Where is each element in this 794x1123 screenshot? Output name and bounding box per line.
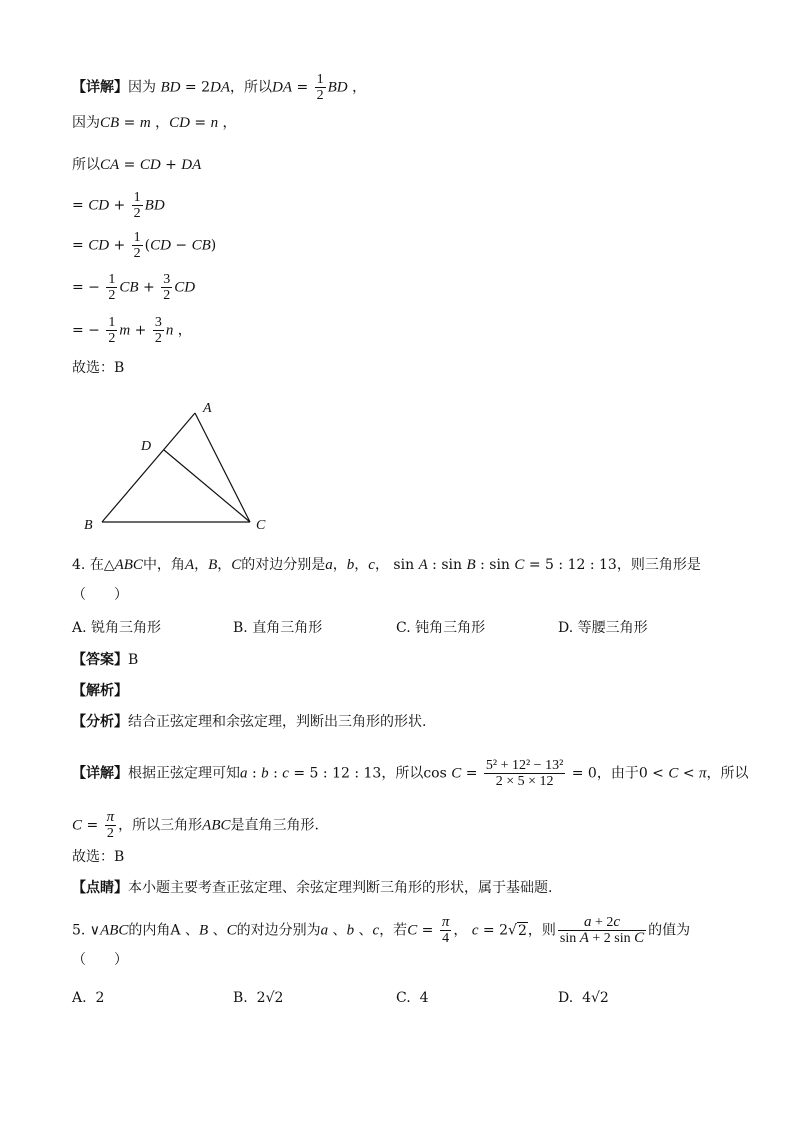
comment-tag: 【点睛】 — [72, 880, 128, 896]
q5-stem: 5. ∨ABC的内角A 、B 、C的对边分别为a 、b 、c，若C = $\frac{\pi}{4}$ ， c = 2√2，则 $\frac{a + 2c}{\text{sin A + 2 sin C}}$ 的值为 — [72, 914, 691, 946]
q5-option-b[interactable] — [233, 988, 283, 1008]
text: ，所以 — [230, 79, 272, 96]
label-A: A — [203, 401, 212, 416]
q4-stem: 4. 在△ABC中，角A，B，C的对边分别是a，b，c， sin A : sin B : sin C = 5 : 12 : 13，则三角形是 — [72, 557, 701, 573]
option-label: A. — [72, 990, 87, 1006]
q3-detail-line1: 【详解】因为 BD = 2DA，所以DA = $\frac{1}{2}$ BD ， — [72, 72, 367, 103]
text: ，由于 — [596, 765, 639, 782]
text: ，则三角形是 — [616, 557, 701, 573]
text: ，所以 — [381, 765, 424, 782]
text: 根据正弦定理可知 — [128, 765, 240, 782]
answer: B — [114, 360, 125, 376]
text: 因为 — [72, 115, 100, 131]
q3-detail-line6: = − $\frac{1}{2}$ CB + $\frac{3}{2}$ CD — [72, 272, 196, 303]
q4-choose — [72, 847, 124, 867]
text: 的对边分别是 — [241, 557, 326, 573]
option-text: 4 — [419, 990, 429, 1006]
q4-detail: 【详解】根据正弦定理可知a : b : c = 5 : 12 : 13，所以cos C = $\frac{\text{5² + 12² − 13²}}{2 \times 5 \times 12}$ = 0，由于0 < C < π，所以 — [72, 758, 749, 789]
math: DA — [272, 79, 292, 96]
text: 的内角 — [128, 922, 171, 939]
q5-option-a[interactable] — [72, 988, 104, 1008]
answer-tag: 【答案】 — [72, 652, 128, 668]
q4-paren: （ ） — [72, 587, 128, 603]
q5-option-c[interactable] — [396, 988, 429, 1008]
q4-option-a[interactable] — [72, 618, 161, 638]
detail-tag: 【详解】 — [72, 79, 128, 96]
option-text: 钝角三角形 — [415, 620, 486, 636]
text: 的值为 — [648, 922, 691, 939]
option-label: C. — [396, 990, 411, 1006]
answer: B — [114, 849, 125, 865]
fenxi-tag: 【分析】 — [72, 714, 128, 730]
text: 在 — [89, 557, 104, 573]
question-number: 4. — [72, 557, 86, 573]
q5-paren: （ ） — [72, 952, 128, 968]
q4-option-d[interactable] — [558, 618, 648, 638]
q4-option-c[interactable] — [396, 618, 485, 638]
question-number: 5. — [72, 922, 86, 939]
q5-option-d[interactable] — [558, 988, 609, 1008]
q4-answer — [72, 650, 138, 670]
option-label: D. — [558, 620, 574, 636]
option-label: D. — [558, 990, 574, 1006]
option-text: 4√2 — [582, 990, 609, 1006]
text: ，所以 — [706, 765, 749, 782]
option-text: 2√2 — [256, 990, 284, 1006]
option-label: C. — [396, 620, 411, 636]
text: 是直角三角形. — [230, 817, 319, 834]
option-text: 直角三角形 — [252, 620, 323, 636]
text: 故选： — [72, 360, 114, 376]
option-label: A. — [72, 620, 87, 636]
q3-detail-line7: = − $\frac{1}{2}$ m + $\frac{3}{2}$ n ， — [72, 315, 192, 346]
q3-detail-line4: = CD + $\frac{1}{2}$ BD — [72, 190, 165, 221]
option-text: 锐角三角形 — [91, 620, 162, 636]
option-text: 等腰三角形 — [577, 620, 648, 636]
text: 中，角 — [142, 557, 185, 573]
q4-analysis — [72, 712, 426, 732]
text: 所以 — [72, 157, 100, 173]
analysis-tag: 【解析】 — [72, 683, 128, 699]
q3-answer-line — [72, 358, 124, 378]
q4-comment — [72, 878, 552, 898]
label-D: D — [141, 439, 152, 454]
fraction: $\frac{1}{2}$ — [316, 72, 324, 103]
math: CB — [100, 115, 120, 131]
text: 因为 — [128, 79, 156, 96]
text: ，若 — [379, 922, 408, 939]
q4-detail-line2: C = $\frac{\pi}{2}$ ，所以三角形ABC是直角三角形. — [72, 809, 319, 841]
analysis-text: 结合正弦定理和余弦定理，判断出三角形的形状. — [128, 714, 427, 730]
label-B: B — [84, 518, 93, 533]
comment-text: 本小题主要考查正弦定理、余弦定理判断三角形的形状，属于基础题. — [128, 880, 553, 896]
q3-detail-line3: 所以CA = CD + DA — [72, 157, 202, 173]
answer: B — [128, 652, 139, 668]
text: ，所以三角形 — [118, 817, 203, 834]
text: 故选： — [72, 849, 114, 865]
option-label: B. — [233, 620, 248, 636]
option-text: 2 — [95, 990, 105, 1006]
detail-tag: 【详解】 — [72, 765, 128, 782]
q4-option-b[interactable] — [233, 618, 322, 638]
triangle-figure — [80, 395, 280, 535]
math: CA — [100, 157, 120, 173]
q3-detail-line5: = CD + $\frac{1}{2}$ (CD − CB) — [72, 230, 217, 261]
math: BD — [160, 79, 181, 96]
label-C: C — [256, 518, 266, 533]
q4-analysis-tag — [72, 681, 128, 701]
option-label: B. — [233, 990, 248, 1006]
text: 的对边分别为 — [236, 922, 321, 939]
q3-detail-line2: 因为CB = m ，CD = n ， — [72, 115, 237, 131]
text: ，则 — [527, 922, 556, 939]
